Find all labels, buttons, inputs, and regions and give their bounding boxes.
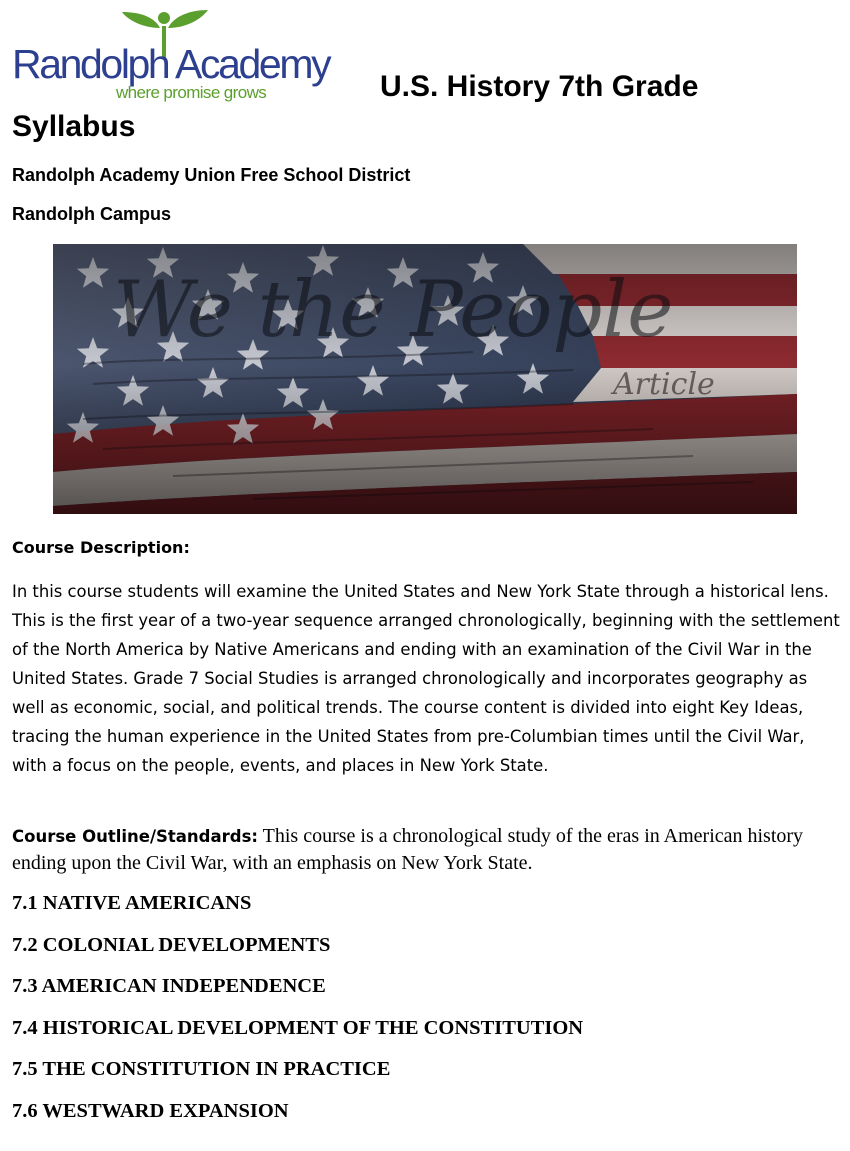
campus-name: Randolph Campus bbox=[12, 204, 172, 224]
course-outline-heading: Course Outline/Standards: bbox=[12, 827, 258, 846]
page-subtitle: Syllabus bbox=[12, 110, 136, 143]
standard-item: 7.1 NATIVE AMERICANS bbox=[12, 892, 252, 914]
logo-tagline: where promise grows bbox=[116, 83, 267, 102]
page-title: U.S. History 7th Grade bbox=[380, 70, 699, 103]
course-description-heading: Course Description: bbox=[12, 538, 190, 557]
standard-item: 7.4 HISTORICAL DEVELOPMENT OF THE CONSTITUTION bbox=[12, 1016, 584, 1039]
constitution-flag-banner bbox=[53, 244, 797, 514]
standard-item: 7.3 AMERICAN INDEPENDENCE bbox=[12, 975, 326, 998]
course-description-text: In this course students will examine the United States and New York State through a historical lens. This is the first year of a two-year sequence arranged chronologically, beginning with the settlement of the North America by Native Americans and ending with an examination of the Civil War in the United States. Grade 7 Social Studies is arranged chronologically and incorporates geography as well as economic, social, and political trends. The course content is divided into eight Key Ideas, tracing the human experience in the United States from pre-Columbian times until the Civil War, with a focus on the people, events, and places in New York State. bbox=[12, 582, 840, 775]
course-outline-text: This course is a chronological study of the eras in American history ending upon the Civil War, with an emphasis on New York State. bbox=[12, 825, 804, 874]
logo-wordmark: Randolph Academy bbox=[12, 41, 330, 87]
randolph-academy-logo bbox=[10, 8, 330, 103]
standard-item: 7.6 WESTWARD EXPANSION bbox=[12, 1099, 289, 1122]
district-name: Randolph Academy Union Free School District bbox=[12, 165, 411, 185]
standard-item: 7.2 COLONIAL DEVELOPMENTS bbox=[12, 933, 331, 956]
course-outline-paragraph bbox=[12, 823, 840, 877]
standard-item: 7.5 THE CONSTITUTION IN PRACTICE bbox=[12, 1058, 391, 1081]
standards-list bbox=[12, 891, 583, 1141]
